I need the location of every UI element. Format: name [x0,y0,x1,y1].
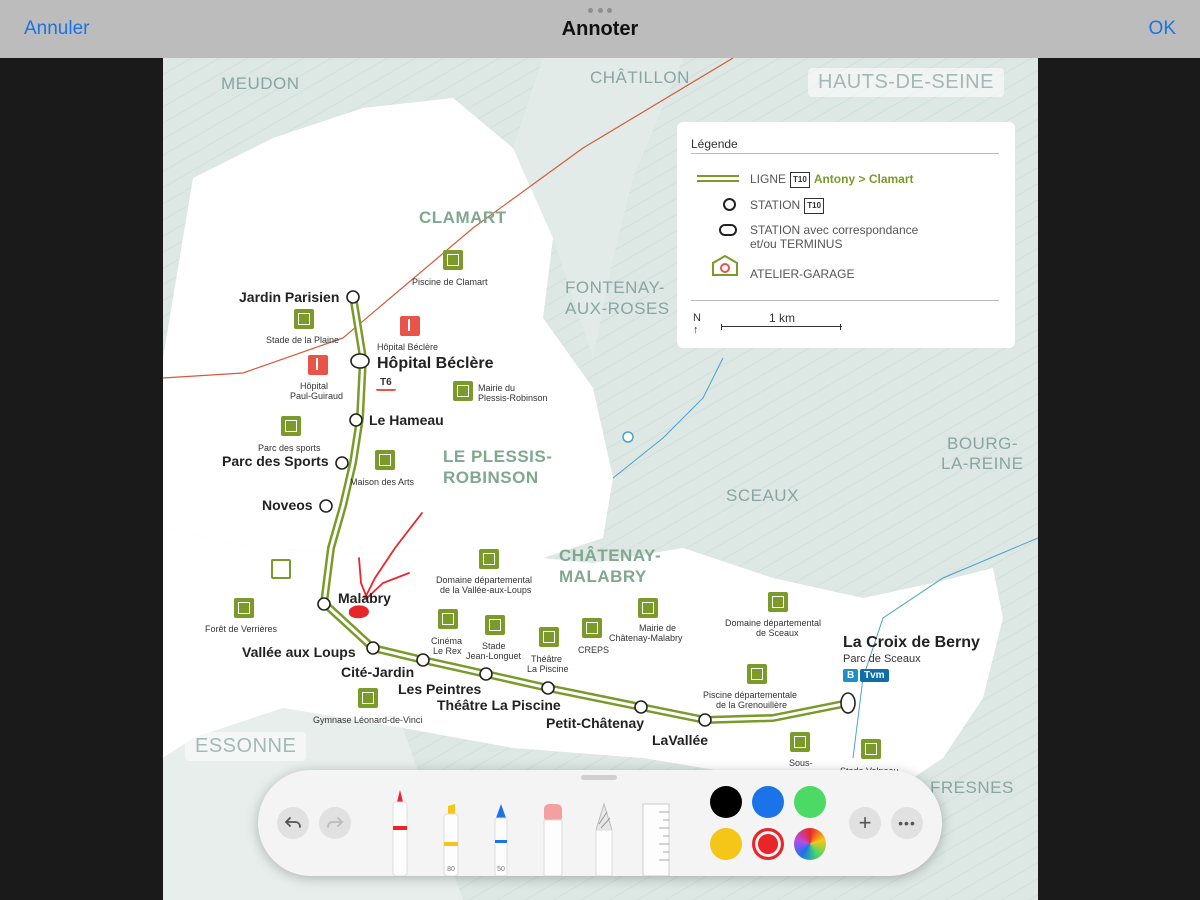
station-marker[interactable] [347,291,359,303]
poi-label: Domaine départemental [725,618,822,628]
legend-garage-row: ATELIER-GARAGE [750,267,855,281]
station-marker[interactable] [336,457,348,469]
highlighter-tool[interactable] [440,788,462,876]
commune-plessis-2: ROBINSON [443,468,539,487]
legend-station-row: STATION T10 [750,198,828,214]
station-label: Petit-Châtenay [546,715,645,731]
poi-label: Stade de la Plaine [266,335,340,345]
town-hall-icon [453,381,473,401]
color-red-swatch-selected[interactable] [752,828,784,860]
station-label: Les Peintres [398,681,482,697]
dept-essonne: ESSONNE [185,732,306,761]
commune-chatillon: CHÂTILLON [590,68,690,87]
station-marker[interactable] [635,701,647,713]
map-legend [677,122,1015,348]
stadium-icon [281,416,301,436]
terminus-symbol [719,224,737,236]
poi-label: Gymnase Léonard-de-Vinci [313,715,423,725]
park-icon [768,592,788,612]
poi-label: Le Rex [433,646,462,656]
sports-center-icon [582,618,602,638]
poi-label: Cinéma [431,636,463,646]
station-label: Malabry [338,590,391,606]
station-marker[interactable] [841,693,855,713]
theatre-icon [539,627,559,647]
forest-icon [234,598,254,618]
station-label: Hôpital Béclère [377,355,494,372]
undo-icon [284,814,302,832]
commune-chatenay-1: CHÂTENAY- [559,546,662,565]
poi-label: Forêt de Verrières [205,624,278,634]
poi-label: Mairie de [639,623,677,633]
hospital-icon [308,355,328,375]
poi-label: Parc des sports [258,443,321,453]
legend-corr-row-1: STATION avec correspondance [750,223,919,237]
undo-button[interactable] [277,807,309,839]
commune-bourg-2: LA-REINE [941,454,1024,473]
poi-label: de la Grenouillère [716,700,788,710]
station-marker[interactable] [699,714,711,726]
redo-button[interactable] [319,807,351,839]
commune-chatenay-2: MALABRY [559,567,647,586]
legend-divider [691,153,999,154]
color-black-swatch[interactable] [710,786,742,818]
poi-label: Piscine départementale [703,690,798,700]
redo-icon [326,814,344,832]
station-label-terminus: La Croix de Berny [843,634,980,651]
commune-clamart: CLAMART [419,208,507,227]
station-label: Noveos [262,497,313,513]
pen-tool[interactable] [389,788,411,876]
poi-label: Paul-Guiraud [290,391,344,401]
station-label: Vallée aux Loups [242,644,356,660]
canvas-margin-left [0,58,163,900]
commune-fontenay-1: FONTENAY- [565,278,665,297]
stadium-icon [790,732,810,752]
poi-label: Hôpital [300,381,329,391]
tvm-tag: Tvm [860,669,889,682]
cinema-icon [438,609,458,629]
ok-button[interactable]: OK [1148,18,1176,39]
canvas-margin-right [1038,58,1200,900]
gym-icon [358,688,378,708]
legend-corr-row-2: et/ou TERMINUS [750,237,843,251]
commune-fresnes: FRESNES [930,778,1014,797]
stadium-icon [485,615,505,635]
ruler-tool[interactable] [641,788,671,876]
station-marker[interactable] [480,668,492,680]
station-marker[interactable] [318,598,330,610]
highlighter-size: 80 [447,866,455,873]
garage-icon [271,559,291,579]
commune-sceaux: SCEAUX [726,486,799,505]
scale-label: 1 km [769,311,796,325]
station-marker[interactable] [417,654,429,666]
commune-plessis-1: LE PLESSIS- [443,447,553,466]
eraser-tool[interactable] [542,788,564,876]
annotation-fill[interactable] [349,605,369,618]
stadium-icon [861,739,881,759]
plus-icon: + [858,810,872,835]
add-button[interactable] [849,807,881,839]
dept-hauts-de-seine: HAUTS-DE-SEINE [808,68,1004,97]
poi-label: Théâtre [531,654,563,664]
rer-station-marker [623,432,633,442]
hospital-icon [400,316,420,336]
station-label: Jardin Parisien [239,289,340,305]
lasso-tool[interactable] [593,788,615,876]
poi-label: Sous- [789,758,813,768]
poi-label: CREPS [578,645,610,655]
cancel-button[interactable]: Annuler [24,18,90,39]
pencil-tool[interactable] [490,788,512,876]
rer-b-tag: B [843,669,858,682]
poi-label: La Piscine [527,664,569,674]
station-label: Théâtre La Piscine [437,697,561,713]
color-green-swatch[interactable] [794,786,826,818]
poi-label: de Sceaux [756,628,799,638]
theatre-icon [375,450,395,470]
poi-label: Domaine départemental [436,575,533,585]
t6-tag: T6 [376,376,396,391]
page-title: Annoter [561,18,639,40]
legend-divider [691,300,999,301]
line-symbol [697,175,739,182]
town-hall-icon [638,598,658,618]
poi-label: Jean-Longuet [466,651,522,661]
markup-toolbar [258,770,942,876]
station-marker[interactable] [350,414,362,426]
poi-label: Maison des Arts [350,477,415,487]
station-marker[interactable] [542,682,554,694]
station-label: Cité-Jardin [341,664,415,680]
color-blue-swatch[interactable] [752,786,784,818]
annotation-header [0,0,1200,58]
park-icon [479,549,499,569]
station-marker[interactable] [320,500,332,512]
station-marker[interactable] [367,642,379,654]
poi-label: de la Vallée-aux-Loups [440,585,532,595]
station-label: Le Hameau [369,412,444,428]
poi-label: Piscine de Clamart [412,277,488,287]
ellipsis-icon: ••• [898,815,916,831]
pencil-size: 50 [497,866,505,873]
color-yellow-swatch[interactable] [710,828,742,860]
pool-icon [747,664,767,684]
terminus-subtitle: Parc de Sceaux [843,653,921,665]
poi-label: Stade [482,641,506,651]
station-symbol [723,198,736,211]
stadium-icon [294,309,314,329]
station-label: LaVallée [652,732,709,748]
commune-bourg-1: BOURG- [947,434,1018,453]
garage-icon [711,255,739,277]
toolbar-drag-handle[interactable] [581,775,617,780]
legend-title: Légende [691,137,738,151]
commune-meudon: MEUDON [221,74,300,93]
poi-label: Châtenay-Malabry [609,633,683,643]
station-label: Parc des Sports [222,453,329,469]
color-picker-wheel[interactable] [794,828,826,860]
poi-label: Plessis-Robinson [478,393,548,403]
station-marker[interactable] [351,354,369,368]
window-grabber[interactable] [588,8,612,14]
poi-label: Hôpital Béclère [377,342,439,352]
legend-line-row: LIGNE T10 Antony > Clamart [750,172,914,186]
poi-label: Mairie du [478,383,516,393]
more-options-button[interactable] [891,807,923,839]
commune-fontenay-2: AUX-ROSES [565,299,670,318]
pool-icon [443,250,463,270]
north-arrow-icon: N ↑ [693,312,701,336]
